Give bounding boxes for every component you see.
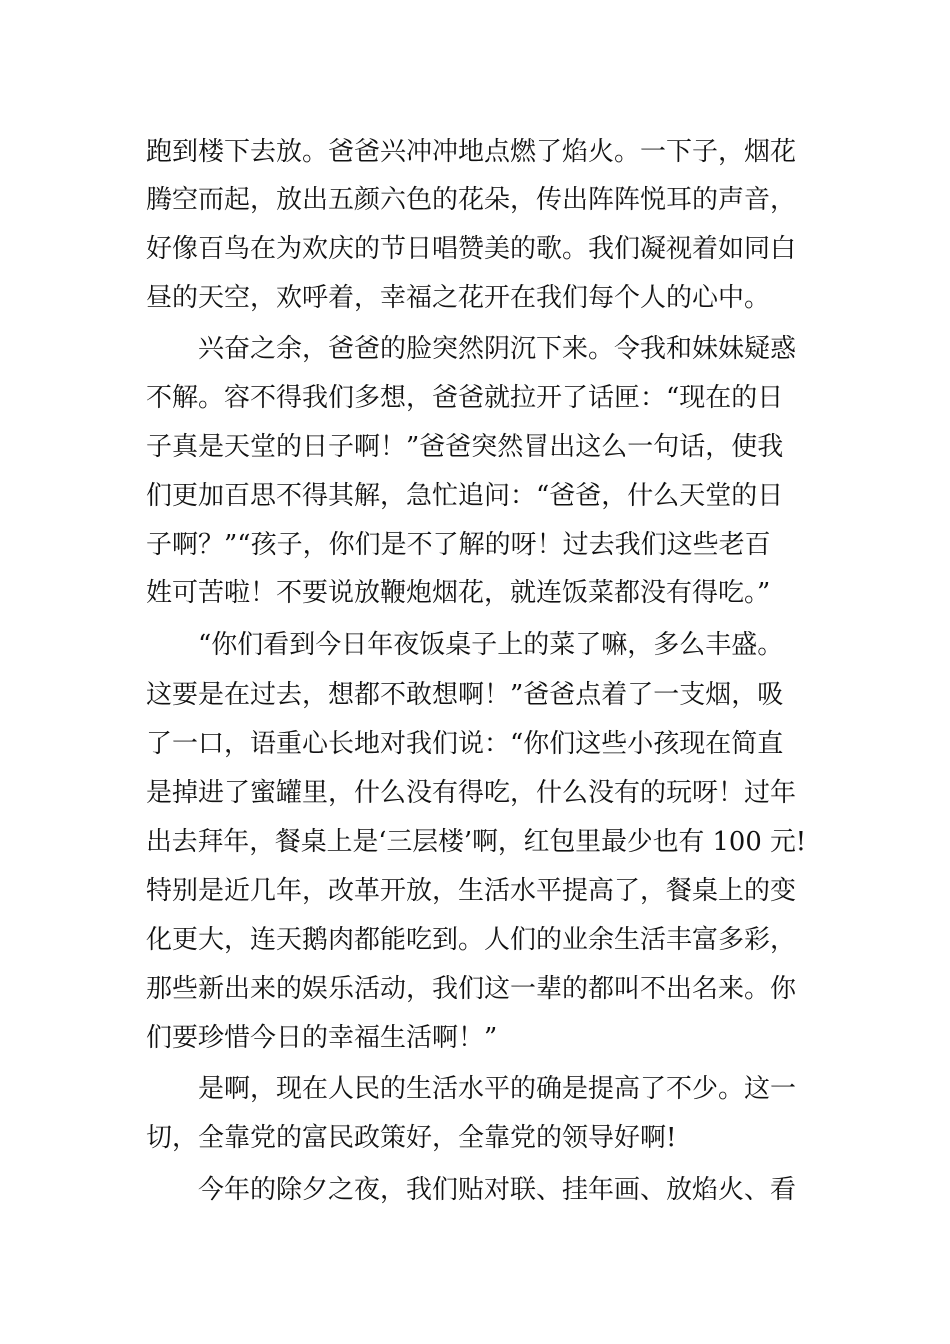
text-line: 了一口，语重心长地对我们说：“你们这些小孩现在简直 [146,729,784,759]
text-line: 子真是天堂的日子啊！”爸爸突然冒出这么一句话，使我 [146,432,784,462]
paragraph-first-line: 兴奋之余，爸爸的脸突然阴沉下来。令我和妹妹疑惑 [198,334,797,364]
text-line: 昼的天空，欢呼着，幸福之花开在我们每个人的心中。 [146,283,771,313]
paragraph-first-line: “你们看到今日年夜饭桌子上的菜了嘛，多么丰盛。 [198,630,784,660]
paragraph-first-line: 今年的除夕之夜，我们贴对联、挂年画、放焰火、看 [198,1175,797,1205]
text-line: 这要是在过去，想都不敢想啊！”爸爸点着了一支烟，吸 [146,680,784,710]
text-line: 子啊？”“孩子，你们是不了解的呀！过去我们这些老百 [146,530,771,560]
text-line: 们更加百思不得其解，急忙追问：“爸爸，什么天堂的日 [146,481,784,511]
text-line: 出去拜年，餐桌上是‘三层楼’啊，红包里最少也有 100 元! [146,827,807,857]
paragraph-first-line: 是啊，现在人民的生活水平的确是提高了不少。这一 [198,1074,797,1104]
text-line: 化更大，连天鹅肉都能吃到。人们的业余生活丰富多彩， [146,925,797,955]
text-line: 切，全靠党的富民政策好，全靠党的领导好啊! [146,1123,677,1153]
text-line: 好像百鸟在为欢庆的节日唱赞美的歌。我们凝视着如同白 [146,234,797,264]
text-line: 姓可苦啦！不要说放鞭炮烟花，就连饭菜都没有得吃。” [146,578,771,608]
text-line: 那些新出来的娱乐活动，我们这一辈的都叫不出名来。你 [146,974,797,1004]
text-line: 是掉进了蜜罐里，什么没有得吃，什么没有的玩呀！过年 [146,778,797,808]
text-line: 不解。容不得我们多想，爸爸就拉开了话匣：“现在的日 [146,383,784,413]
text-line: 腾空而起，放出五颜六色的花朵，传出阵阵悦耳的声音， [146,185,797,215]
text-line: 跑到楼下去放。爸爸兴冲冲地点燃了焰火。一下子，烟花 [146,137,797,167]
text-line: 们要珍惜今日的幸福生活啊！” [146,1023,498,1053]
text-line: 特别是近几年，改革开放，生活水平提高了，餐桌上的变 [146,876,797,906]
